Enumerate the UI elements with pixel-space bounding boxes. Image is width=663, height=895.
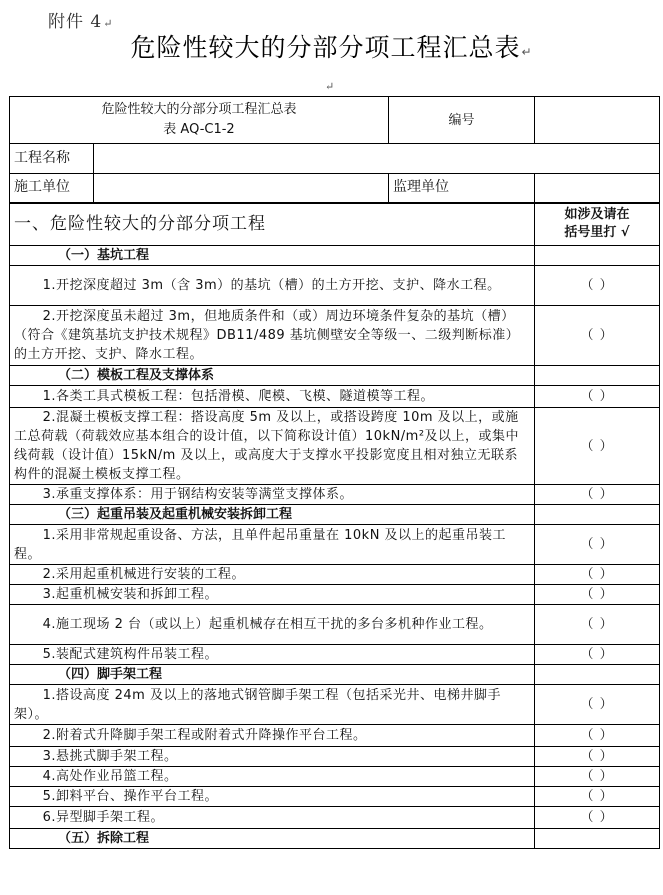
item-text: 1.采用非常规起重设备、方法，且单件起吊重量在 10kN 及以上的起重吊装工程。 bbox=[10, 525, 535, 565]
item-row bbox=[10, 807, 660, 829]
item-row bbox=[10, 306, 660, 366]
item-text: 5.卸料平台、操作平台工程。 bbox=[10, 787, 535, 807]
check-mark-field[interactable]: （ ） bbox=[535, 306, 660, 366]
item-row bbox=[10, 725, 660, 747]
check-mark-field[interactable]: （ ） bbox=[535, 787, 660, 807]
category-title: （一）基坑工程 bbox=[10, 246, 535, 266]
supervision-unit-label: 监理单位 bbox=[393, 179, 450, 196]
paragraph-mark: ↵ bbox=[325, 80, 335, 93]
item-text: 4.施工现场 2 台（或以上）起重机械存在相互干扰的多台多机种作业工程。 bbox=[10, 605, 535, 645]
construction-unit-label-cell bbox=[10, 174, 94, 203]
item-text: 6.异型脚手架工程。 bbox=[10, 807, 535, 829]
project-name-label: 工程名称 bbox=[14, 150, 70, 166]
item-text: 1.开挖深度超过 3m（含 3m）的基坑（槽）的土方开挖、支护、降水工程。 bbox=[10, 266, 535, 306]
category-title: （二）模板工程及支撑体系 bbox=[10, 366, 535, 386]
check-header-line2: 括号里打 √ bbox=[564, 225, 630, 241]
check-mark-field[interactable]: （ ） bbox=[535, 565, 660, 585]
check-mark-field[interactable]: （ ） bbox=[535, 585, 660, 605]
category-check-cell bbox=[535, 505, 660, 525]
item-row bbox=[10, 645, 660, 665]
project-name-field[interactable] bbox=[94, 144, 660, 174]
supervision-unit-label-cell bbox=[389, 174, 535, 203]
category-check-cell bbox=[535, 246, 660, 266]
check-mark-field[interactable]: （ ） bbox=[535, 747, 660, 767]
supervision-unit-field[interactable] bbox=[535, 174, 660, 203]
item-row bbox=[10, 386, 660, 408]
page-title: 危险性较大的分部分项工程汇总表↵ bbox=[130, 33, 533, 62]
table-title: 危险性较大的分部分项工程汇总表 bbox=[101, 102, 297, 117]
number-value-field[interactable] bbox=[535, 97, 660, 144]
check-mark-field[interactable]: （ ） bbox=[535, 685, 660, 725]
item-row bbox=[10, 767, 660, 787]
check-mark-field[interactable]: （ ） bbox=[535, 266, 660, 306]
item-text: 2.混凝土模板支撑工程：搭设高度 5m 及以上，或搭设跨度 10m 及以上，或施工总荷载（荷载效应基本组合的设计值，以下简称设计值）10kN/m²及以上，或集中线荷载（设计值）15kN/m 及以上，或高度大于支撑水平投影宽度且相对独立无联系构件的混凝土模板支撑工程。 bbox=[10, 408, 535, 485]
section-title: 一、危险性较大的分部分项工程 bbox=[14, 213, 266, 234]
item-text: 3.悬挑式脚手架工程。 bbox=[10, 747, 535, 767]
table-title-cell bbox=[10, 97, 389, 144]
check-header-cell bbox=[535, 203, 660, 246]
check-mark-field[interactable]: （ ） bbox=[535, 485, 660, 505]
category-title: （五）拆除工程 bbox=[10, 829, 535, 849]
number-label: 编号 bbox=[448, 112, 475, 128]
check-mark-field[interactable]: （ ） bbox=[535, 807, 660, 829]
project-name-label-cell bbox=[10, 144, 94, 174]
category-check-cell bbox=[535, 665, 660, 685]
category-row bbox=[10, 665, 660, 685]
table-code: 表 AQ-C1-2 bbox=[163, 122, 235, 137]
item-row bbox=[10, 266, 660, 306]
section-title-cell bbox=[10, 203, 535, 246]
item-row bbox=[10, 747, 660, 767]
check-mark-field[interactable]: （ ） bbox=[535, 386, 660, 408]
item-row bbox=[10, 565, 660, 585]
item-row bbox=[10, 605, 660, 645]
category-row bbox=[10, 366, 660, 386]
item-text: 2.采用起重机械进行安装的工程。 bbox=[10, 565, 535, 585]
category-row bbox=[10, 829, 660, 849]
item-row bbox=[10, 787, 660, 807]
attachment-label: 附件 4↵ bbox=[48, 12, 114, 32]
number-label-cell bbox=[389, 97, 535, 144]
item-row bbox=[10, 685, 660, 725]
item-row bbox=[10, 585, 660, 605]
item-row bbox=[10, 525, 660, 565]
category-title: （三）起重吊装及起重机械安装拆卸工程 bbox=[10, 505, 535, 525]
check-mark-field[interactable]: （ ） bbox=[535, 605, 660, 645]
item-text: 3.起重机械安装和拆卸工程。 bbox=[10, 585, 535, 605]
category-row bbox=[10, 505, 660, 525]
category-check-cell bbox=[535, 829, 660, 849]
item-text: 3.承重支撑体系：用于钢结构安装等满堂支撑体系。 bbox=[10, 485, 535, 505]
check-mark-field[interactable]: （ ） bbox=[535, 645, 660, 665]
item-text: 5.装配式建筑构件吊装工程。 bbox=[10, 645, 535, 665]
check-mark-field[interactable]: （ ） bbox=[535, 767, 660, 787]
item-text: 1.各类工具式模板工程：包括滑模、爬模、飞模、隧道模等工程。 bbox=[10, 386, 535, 408]
item-text: 2.开挖深度虽未超过 3m，但地质条件和（或）周边环境条件复杂的基坑（槽）（符合《建筑基坑支护技术规程》DB11/489 基坑侧壁安全等级一、二级判断标准）的土方开挖、支护、降水工程。 bbox=[10, 306, 535, 366]
category-row bbox=[10, 246, 660, 266]
construction-unit-field[interactable] bbox=[94, 174, 389, 203]
check-header-line1: 如涉及请在 bbox=[564, 207, 630, 223]
category-title: （四）脚手架工程 bbox=[10, 665, 535, 685]
item-text: 2.附着式升降脚手架工程或附着式升降操作平台工程。 bbox=[10, 725, 535, 747]
item-row bbox=[10, 408, 660, 485]
check-mark-field[interactable]: （ ） bbox=[535, 725, 660, 747]
category-check-cell bbox=[535, 366, 660, 386]
item-text: 4.高处作业吊篮工程。 bbox=[10, 767, 535, 787]
summary-table bbox=[9, 96, 660, 849]
item-text: 1.搭设高度 24m 及以上的落地式钢管脚手架工程（包括采光井、电梯井脚手架）。 bbox=[10, 685, 535, 725]
construction-unit-label: 施工单位 bbox=[14, 179, 70, 196]
check-mark-field[interactable]: （ ） bbox=[535, 525, 660, 565]
check-mark-field[interactable]: （ ） bbox=[535, 408, 660, 485]
item-row bbox=[10, 485, 660, 505]
